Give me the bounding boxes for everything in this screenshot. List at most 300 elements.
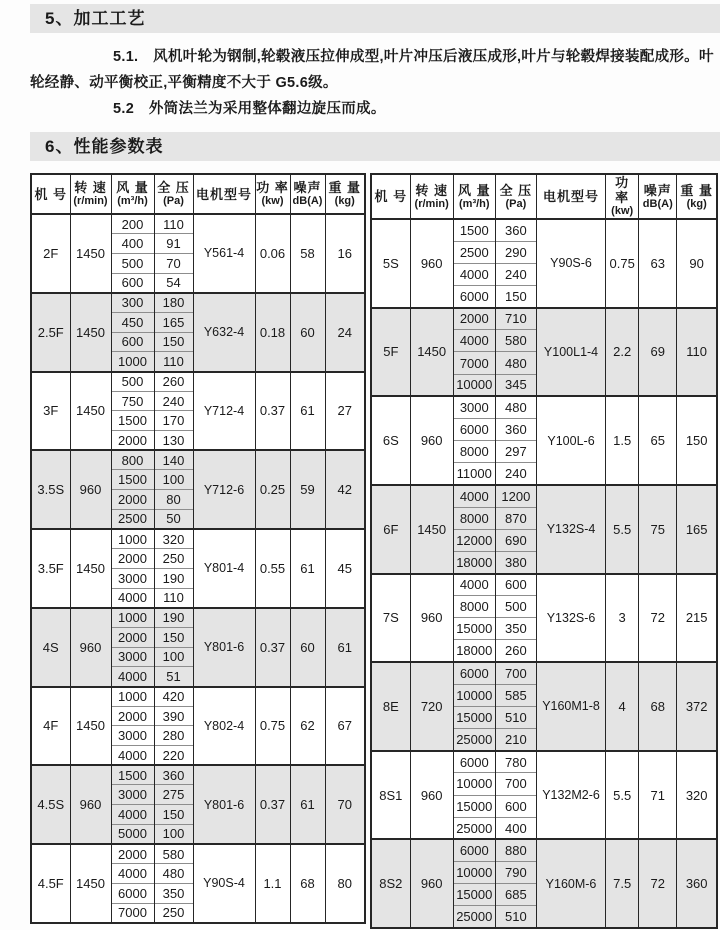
cell-flow: 6000 [453,662,495,684]
cell-flow: 400 [111,234,154,254]
cell-speed: 960 [70,765,111,844]
cell-pressure: 275 [154,785,193,805]
cell-flow: 600 [111,273,154,293]
cell-flow: 2000 [111,431,154,451]
cell-motor: Y712-6 [193,450,255,529]
cell-pressure: 350 [495,618,536,640]
table-row [371,396,717,418]
column-header-pressure-line1: 全 压 [499,182,533,198]
cell-motor: Y132S-4 [536,485,605,574]
column-header-weight-line2: (kg) [686,197,707,210]
cell-motor: Y801-6 [193,608,255,687]
column-header-power [606,174,639,219]
cell-pressure: 700 [495,662,536,684]
performance-table-right [370,173,718,929]
cell-flow: 8000 [453,596,495,618]
cell-speed: 960 [70,608,111,687]
processing-paragraphs [30,44,714,122]
cell-noise: 60 [290,293,325,372]
cell-pressure: 780 [495,751,536,773]
cell-flow: 600 [111,332,154,352]
cell-flow: 3000 [111,726,154,746]
cell-noise: 68 [290,844,325,923]
cell-pressure: 297 [495,441,536,463]
cell-pressure: 360 [495,219,536,241]
section-title-performance [30,132,720,161]
paragraph-5-1: 5.1. 风机叶轮为钢制,轮毂液压拉伸成型,叶片冲压后液压成形,叶片与轮毂焊接装配成形。叶轮经静、动平衡校正,平衡精度不大于 G5.6级。 [30,49,714,91]
table-row [371,574,717,596]
table-row [371,662,717,684]
cell-pressure: 110 [154,214,193,234]
cell-flow: 750 [111,391,154,411]
cell-flow: 1000 [111,352,154,372]
cell-pressure: 400 [495,817,536,839]
cell-model: 6F [371,485,410,574]
cell-noise: 71 [639,751,677,840]
cell-pressure: 220 [154,746,193,766]
cell-pressure: 110 [154,588,193,608]
cell-speed: 1450 [70,214,111,293]
column-header-power-line1: 功 率 [256,180,289,195]
cell-pressure: 250 [154,903,193,923]
cell-pressure: 380 [495,551,536,573]
cell-flow: 11000 [453,463,495,485]
cell-flow: 2000 [111,549,154,569]
cell-speed: 960 [410,396,453,485]
cell-speed: 960 [70,450,111,529]
cell-flow: 300 [111,293,154,313]
cell-flow: 10000 [453,773,495,795]
cell-pressure: 180 [154,293,193,313]
cell-pressure: 260 [154,372,193,392]
cell-motor: Y160M1-8 [536,662,605,751]
cell-motor: Y90S-4 [193,844,255,923]
cell-pressure: 170 [154,411,193,431]
cell-weight: 215 [677,574,717,663]
cell-weight: 61 [325,608,365,687]
cell-model: 6S [371,396,410,485]
column-header-pressure [154,174,193,214]
cell-pressure: 240 [495,263,536,285]
cell-motor: Y160M-6 [536,839,605,928]
cell-flow: 2000 [453,308,495,330]
cell-motor: Y632-4 [193,293,255,372]
cell-pressure: 51 [154,667,193,687]
cell-flow: 4000 [111,667,154,687]
column-header-flow [453,174,495,219]
cell-flow: 3000 [111,647,154,667]
cell-flow: 12000 [453,529,495,551]
cell-flow: 2000 [111,490,154,510]
column-header-power-line2: (kw) [261,195,284,207]
cell-weight: 70 [325,765,365,844]
cell-power: 0.37 [255,608,290,687]
column-header-power-line1: 功 率 [615,175,630,205]
column-header-weight [677,174,717,219]
cell-flow: 500 [111,372,154,392]
table-row [371,751,717,773]
cell-speed: 1450 [70,687,111,766]
column-header-speed [70,174,111,214]
cell-pressure: 190 [154,568,193,588]
cell-noise: 75 [639,485,677,574]
cell-pressure: 420 [154,687,193,707]
cell-speed: 1450 [70,293,111,372]
section-title-processing [30,4,720,33]
cell-flow: 4000 [111,864,154,884]
cell-weight: 67 [325,687,365,766]
table-row [31,687,365,707]
cell-pressure: 70 [154,253,193,273]
cell-noise: 61 [290,372,325,451]
cell-pressure: 50 [154,509,193,529]
cell-flow: 2000 [111,706,154,726]
cell-flow: 6000 [453,751,495,773]
cell-weight: 24 [325,293,365,372]
column-header-weight-line2: (kg) [334,195,355,207]
cell-flow: 2500 [453,241,495,263]
table-row [371,219,717,241]
cell-speed: 1450 [70,529,111,608]
column-header-noise-line2: dB(A) [642,197,673,210]
column-header-speed-line1: 转 速 [415,182,448,198]
cell-flow: 2500 [111,509,154,529]
cell-power: 5.5 [606,751,639,840]
cell-flow: 7000 [453,352,495,374]
cell-flow: 15000 [453,795,495,817]
cell-power: 0.18 [255,293,290,372]
cell-noise: 63 [639,219,677,308]
cell-power: 0.25 [255,450,290,529]
cell-pressure: 140 [154,450,193,470]
column-header-pressure-line2: (Pa) [163,195,184,207]
column-header-flow [111,174,154,214]
cell-pressure: 1200 [495,485,536,507]
cell-pressure: 80 [154,490,193,510]
cell-pressure: 585 [495,684,536,706]
cell-flow: 1000 [111,529,154,549]
cell-motor: Y132S-6 [536,574,605,663]
cell-pressure: 130 [154,431,193,451]
cell-flow: 15000 [453,706,495,728]
table-row [371,839,717,861]
cell-flow: 6000 [453,418,495,440]
cell-model: 3.5S [31,450,70,529]
cell-pressure: 580 [154,844,193,864]
cell-noise: 72 [639,839,677,928]
column-header-noise-line2: dB(A) [292,195,323,207]
cell-noise: 58 [290,214,325,293]
paragraph-5-2: 5.2 外筒法兰为采用整体翻边旋压而成。 [113,101,386,117]
column-header-noise-line1: 噪声 [643,182,672,198]
cell-speed: 1450 [70,372,111,451]
cell-pressure: 790 [495,862,536,884]
cell-weight: 45 [325,529,365,608]
cell-power: 5.5 [606,485,639,574]
cell-flow: 18000 [453,640,495,662]
column-header-speed-line1: 转 速 [74,180,107,195]
cell-flow: 6000 [453,285,495,307]
cell-flow: 500 [111,253,154,273]
cell-model: 8S1 [371,751,410,840]
cell-flow: 1500 [453,219,495,241]
column-header-speed [410,174,453,219]
cell-speed: 960 [410,219,453,308]
cell-model: 8E [371,662,410,751]
column-header-motor-line1: 电机型号 [195,186,252,202]
table-row [31,765,365,785]
cell-pressure: 710 [495,308,536,330]
column-header-model-line1: 机 号 [374,189,408,204]
cell-pressure: 480 [495,396,536,418]
cell-power: 0.75 [255,687,290,766]
column-header-model [31,174,70,214]
cell-flow: 8000 [453,507,495,529]
cell-pressure: 480 [154,864,193,884]
cell-speed: 720 [410,662,453,751]
cell-motor: Y132M2-6 [536,751,605,840]
cell-flow: 10000 [453,862,495,884]
cell-noise: 61 [290,529,325,608]
column-header-pressure-line1: 全 压 [157,180,190,195]
cell-power: 0.37 [255,372,290,451]
column-header-model [371,174,410,219]
cell-pressure: 150 [154,332,193,352]
cell-pressure: 360 [154,765,193,785]
cell-flow: 4000 [453,330,495,352]
cell-pressure: 870 [495,507,536,529]
performance-table-left [30,173,366,924]
cell-weight: 110 [677,308,717,397]
cell-power: 4 [606,662,639,751]
cell-flow: 3000 [111,568,154,588]
cell-motor: Y561-4 [193,214,255,293]
cell-weight: 320 [677,751,717,840]
cell-flow: 3000 [111,785,154,805]
section-title-processing-label: 5、加工工艺 [45,9,146,28]
column-header-model-line1: 机 号 [34,186,68,202]
cell-noise: 72 [639,574,677,663]
cell-power: 0.55 [255,529,290,608]
cell-motor: Y801-4 [193,529,255,608]
cell-speed: 960 [410,839,453,928]
cell-pressure: 600 [495,574,536,596]
cell-power: 2.2 [606,308,639,397]
table-row [31,214,365,234]
cell-model: 5S [371,219,410,308]
cell-flow: 8000 [453,441,495,463]
cell-model: 4.5F [31,844,70,923]
cell-model: 8S2 [371,839,410,928]
cell-model: 7S [371,574,410,663]
cell-pressure: 260 [495,640,536,662]
cell-pressure: 150 [154,805,193,825]
cell-pressure: 600 [495,795,536,817]
column-header-power-line2: (kw) [611,205,634,217]
cell-motor: Y100L1-4 [536,308,605,397]
cell-model: 4F [31,687,70,766]
cell-flow: 6000 [453,839,495,861]
column-header-flow-line1: 风 量 [457,182,491,198]
column-header-power [255,174,290,214]
table-row [31,529,365,549]
cell-flow: 450 [111,312,154,332]
cell-weight: 360 [677,839,717,928]
column-header-noise [639,174,677,219]
cell-power: 0.75 [606,219,639,308]
cell-flow: 5000 [111,824,154,844]
cell-flow: 4000 [111,588,154,608]
column-header-motor-line1: 电机型号 [543,189,600,204]
cell-flow: 4000 [111,746,154,766]
cell-flow: 1500 [111,765,154,785]
cell-pressure: 880 [495,839,536,861]
cell-pressure: 54 [154,273,193,293]
cell-model: 4S [31,608,70,687]
column-header-weight-line1: 重 量 [328,180,362,195]
cell-flow: 1000 [111,687,154,707]
column-header-weight-line1: 重 量 [680,182,713,198]
cell-motor: Y801-6 [193,765,255,844]
cell-pressure: 685 [495,884,536,906]
cell-power: 1.5 [606,396,639,485]
cell-pressure: 190 [154,608,193,628]
cell-flow: 25000 [453,817,495,839]
cell-flow: 25000 [453,906,495,928]
cell-speed: 1450 [410,308,453,397]
cell-flow: 2000 [111,844,154,864]
cell-flow: 1500 [111,470,154,490]
cell-flow: 3000 [453,396,495,418]
table-row [31,372,365,392]
cell-noise: 59 [290,450,325,529]
cell-weight: 150 [677,396,717,485]
cell-noise: 61 [290,765,325,844]
table-row [31,293,365,313]
cell-flow: 15000 [453,884,495,906]
cell-flow: 10000 [453,684,495,706]
cell-weight: 372 [677,662,717,751]
column-header-flow-line2: (m³/h) [459,197,490,210]
cell-pressure: 100 [154,824,193,844]
cell-pressure: 110 [154,352,193,372]
cell-noise: 65 [639,396,677,485]
cell-flow: 4000 [453,485,495,507]
cell-speed: 1450 [410,485,453,574]
cell-pressure: 100 [154,470,193,490]
table-header-row [371,174,717,219]
section-title-performance-label: 6、性能参数表 [45,137,164,156]
column-header-motor [536,174,605,219]
column-header-pressure [495,174,536,219]
cell-flow: 4000 [453,263,495,285]
cell-pressure: 210 [495,729,536,751]
cell-pressure: 100 [154,647,193,667]
cell-power: 0.06 [255,214,290,293]
table-row [371,308,717,330]
column-header-speed-line2: (r/min) [73,195,108,207]
cell-power: 0.37 [255,765,290,844]
cell-flow: 800 [111,450,154,470]
table-row [31,450,365,470]
cell-pressure: 350 [154,883,193,903]
cell-flow: 18000 [453,551,495,573]
cell-pressure: 240 [154,391,193,411]
cell-speed: 960 [410,574,453,663]
cell-pressure: 480 [495,352,536,374]
cell-flow: 1000 [111,608,154,628]
cell-weight: 42 [325,450,365,529]
cell-model: 2.5F [31,293,70,372]
cell-pressure: 500 [495,596,536,618]
column-header-flow-line2: (m³/h) [117,195,148,207]
cell-pressure: 91 [154,234,193,254]
cell-pressure: 510 [495,906,536,928]
cell-weight: 165 [677,485,717,574]
cell-pressure: 345 [495,374,536,396]
cell-flow: 4000 [453,574,495,596]
column-header-motor [193,174,255,214]
cell-pressure: 580 [495,330,536,352]
cell-model: 2F [31,214,70,293]
cell-pressure: 250 [154,549,193,569]
cell-weight: 90 [677,219,717,308]
cell-flow: 15000 [453,618,495,640]
cell-flow: 6000 [111,883,154,903]
table-header-row [31,174,365,214]
cell-speed: 960 [410,751,453,840]
cell-motor: Y712-4 [193,372,255,451]
cell-flow: 25000 [453,729,495,751]
table-row [31,608,365,628]
cell-model: 3.5F [31,529,70,608]
cell-pressure: 240 [495,463,536,485]
cell-pressure: 150 [154,627,193,647]
table-row [371,485,717,507]
cell-motor: Y90S-6 [536,219,605,308]
column-header-pressure-line2: (Pa) [505,197,527,210]
cell-weight: 16 [325,214,365,293]
cell-flow: 200 [111,214,154,234]
cell-noise: 68 [639,662,677,751]
cell-motor: Y802-4 [193,687,255,766]
cell-flow: 2000 [111,627,154,647]
cell-weight: 80 [325,844,365,923]
cell-pressure: 280 [154,726,193,746]
cell-power: 1.1 [255,844,290,923]
cell-noise: 69 [639,308,677,397]
cell-motor: Y100L-6 [536,396,605,485]
cell-flow: 10000 [453,374,495,396]
cell-weight: 27 [325,372,365,451]
cell-pressure: 690 [495,529,536,551]
cell-flow: 1500 [111,411,154,431]
column-header-weight [325,174,365,214]
column-header-noise-line1: 噪声 [293,180,322,195]
cell-noise: 60 [290,608,325,687]
cell-pressure: 510 [495,706,536,728]
cell-pressure: 390 [154,706,193,726]
cell-pressure: 150 [495,285,536,307]
cell-noise: 62 [290,687,325,766]
cell-power: 7.5 [606,839,639,928]
cell-flow: 7000 [111,903,154,923]
column-header-flow-line1: 风 量 [116,180,149,195]
cell-power: 3 [606,574,639,663]
cell-model: 5F [371,308,410,397]
cell-pressure: 320 [154,529,193,549]
table-row [31,844,365,864]
